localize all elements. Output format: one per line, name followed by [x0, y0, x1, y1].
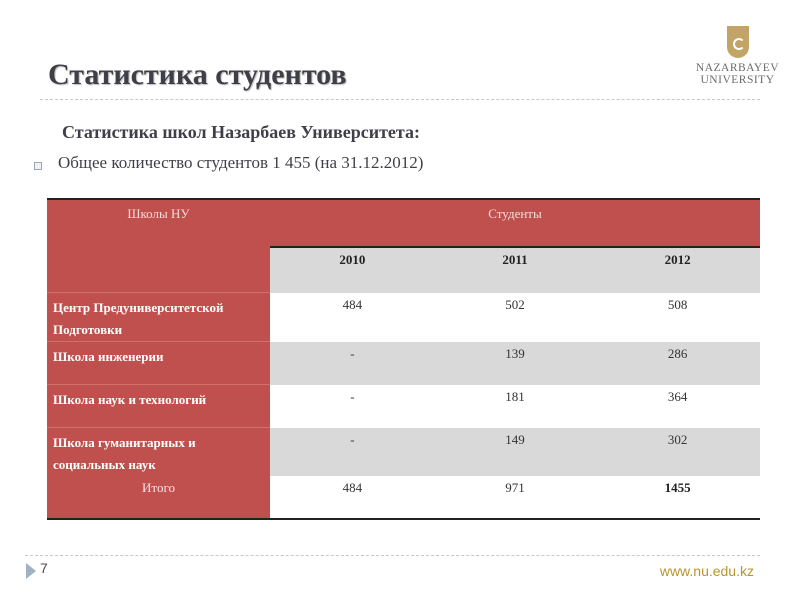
year-2011: 2011 — [435, 247, 595, 293]
header-students: Студенты — [270, 199, 760, 247]
total-label: Итого — [47, 476, 270, 519]
table-row — [47, 385, 760, 428]
triangle-right-icon — [26, 563, 36, 579]
table-row — [47, 428, 760, 477]
header-schools: Школы НУ — [47, 199, 270, 293]
page-number: 7 — [40, 560, 48, 576]
value-2011: 181 — [435, 385, 595, 428]
value-2010: - — [270, 342, 435, 385]
year-2010: 2010 — [270, 247, 435, 293]
value-2010: 484 — [270, 293, 435, 342]
school-name: Школа наук и технологий — [47, 385, 270, 428]
footer-divider — [25, 555, 760, 556]
value-2011: 149 — [435, 428, 595, 477]
value-2012: 364 — [595, 385, 760, 428]
students-table — [47, 198, 760, 520]
title-divider — [40, 99, 760, 100]
school-name: Школа инженерии — [47, 342, 270, 385]
header-row — [47, 199, 760, 247]
value-2012: 508 — [595, 293, 760, 342]
total-row — [47, 476, 760, 519]
year-2012: 2012 — [595, 247, 760, 293]
total-2011: 971 — [435, 476, 595, 519]
total-2012: 1455 — [595, 476, 760, 519]
school-name: Центр Предуниверситетской Подготовки — [47, 293, 270, 342]
bullet-text: Общее количество студентов 1 455 (на 31.12.2012) — [58, 153, 424, 172]
value-2010: - — [270, 385, 435, 428]
value-2011: 139 — [435, 342, 595, 385]
slide-subtitle: Статистика школ Назарбаев Университета: — [62, 122, 420, 142]
total-2010: 484 — [270, 476, 435, 519]
square-bullet-icon — [34, 162, 42, 170]
table-row — [47, 293, 760, 342]
slide-title: Статистика студентов — [48, 58, 347, 91]
value-2010: - — [270, 428, 435, 477]
logo-line-2: UNIVERSITY — [700, 74, 775, 86]
school-name: Школа гуманитарных и социальных наук — [47, 428, 270, 477]
value-2011: 502 — [435, 293, 595, 342]
logo-line-1: NAZARBAYEV — [695, 62, 780, 74]
university-logo — [690, 26, 785, 86]
value-2012: 302 — [595, 428, 760, 477]
table-row — [47, 342, 760, 385]
footer-url: www.nu.edu.kz — [659, 563, 754, 579]
university-emblem-icon — [727, 26, 749, 58]
value-2012: 286 — [595, 342, 760, 385]
